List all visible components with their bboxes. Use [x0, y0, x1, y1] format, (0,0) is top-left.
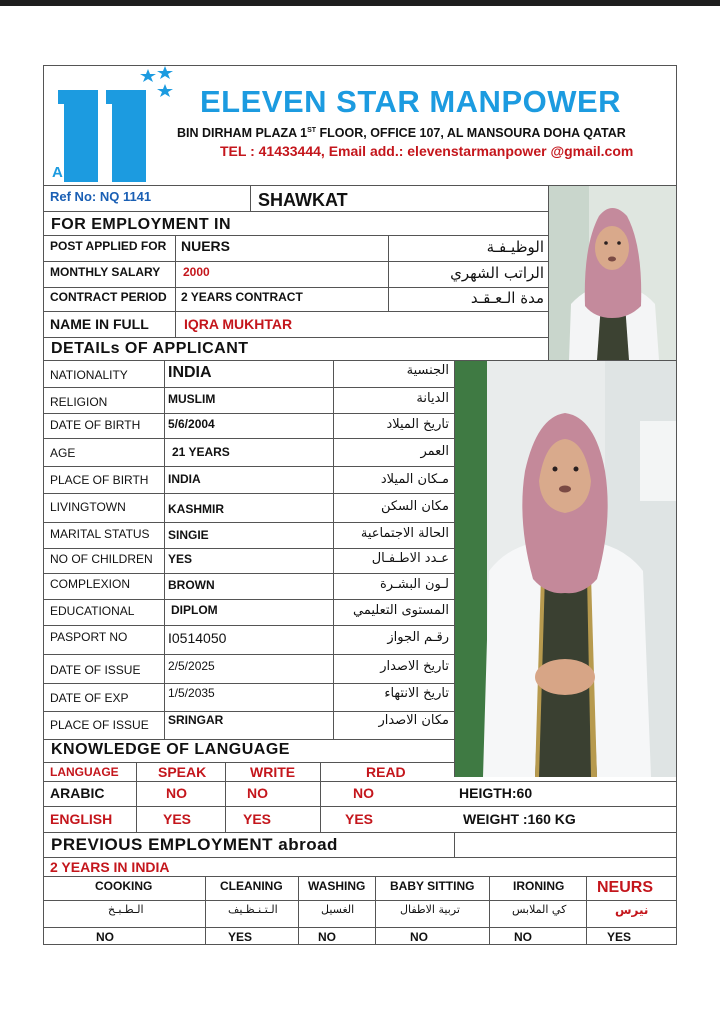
skill-washing-value: NO [318, 930, 336, 944]
top-edge-bar [0, 0, 720, 6]
skill-cleaning-value: YES [228, 930, 253, 944]
contract-period-arabic: مدة الـعـقـد [470, 289, 544, 307]
speak-header: SPEAK [158, 764, 207, 780]
complexion-arabic: لـون البشـرة [379, 577, 449, 592]
english-read-value: YES [345, 811, 374, 827]
date-of-issue-arabic: تاريخ الاصدار [380, 659, 449, 674]
logo-letter: A [52, 164, 63, 181]
livingtown-label: LIVINGTOWN [50, 500, 126, 514]
date-of-exp-value: 1/5/2035 [168, 686, 215, 700]
skill-neurs-arabic: نيرس [615, 903, 649, 917]
skill-cleaning-arabic: الـتـنـظـيف [228, 903, 278, 916]
language-section-title: KNOWLEDGE OF LANGUAGE [51, 741, 290, 758]
skill-ironing-value: NO [514, 930, 532, 944]
educational-arabic: المستوى التعليمي [353, 603, 449, 618]
company-name: ELEVEN STAR MANPOWER [200, 84, 622, 119]
english-speak-value: YES [163, 811, 192, 827]
post-applied-label: POST APPLIED FOR [50, 239, 167, 253]
write-header: WRITE [250, 764, 296, 780]
agent-name: SHAWKAT [258, 190, 348, 210]
place-of-birth-arabic: مـكان الميلاد [380, 472, 449, 487]
weight-value: WEIGHT :160 KG [463, 811, 576, 827]
livingtown-value: KASHMIR [168, 502, 224, 516]
arabic-speak-value: NO [166, 785, 187, 801]
date-of-birth-arabic: تاريخ الميلاد [386, 417, 449, 432]
post-applied-value: NUERS [181, 238, 231, 254]
marital-status-label: MARITAL STATUS [50, 527, 150, 541]
skill-cooking-value: NO [96, 930, 114, 944]
date-of-birth-value: 5/6/2004 [168, 417, 215, 431]
age-label: AGE [50, 446, 76, 460]
nationality-arabic: الجنسية [406, 363, 449, 378]
contract-period-label: CONTRACT PERIOD [50, 290, 167, 304]
arabic-read-value: NO [353, 785, 374, 801]
complexion-value: BROWN [168, 578, 215, 592]
livingtown-arabic: مكان السكن [380, 499, 449, 514]
full-name-value: IQRA MUKHTAR [184, 316, 293, 332]
skill-cleaning-label: CLEANING [220, 879, 283, 893]
monthly-salary-label: MONTHLY SALARY [50, 265, 161, 279]
skill-ironing-label: IRONING [513, 879, 565, 893]
passport-arabic: رقـم الجواز [387, 630, 449, 645]
skill-babysitting-label: BABY SITTING [390, 879, 475, 893]
educational-label: EDUCATIONAL [50, 604, 135, 618]
monthly-salary-arabic: الراتب الشهري [450, 264, 544, 282]
monthly-salary-value: 2000 [183, 265, 210, 279]
previous-employment-title: PREVIOUS EMPLOYMENT abroad [51, 835, 338, 854]
post-applied-arabic: الوظيـفـة [486, 238, 544, 256]
place-of-issue-arabic: مكان الاصدار [378, 713, 449, 728]
skill-babysitting-value: NO [410, 930, 428, 944]
age-arabic: العمر [420, 444, 449, 459]
passport-label: PASPORT NO [50, 630, 128, 644]
children-value: YES [168, 552, 193, 566]
arabic-language-label: ARABIC [50, 785, 105, 801]
english-language-label: ENGLISH [50, 811, 113, 827]
place-of-issue-label: PLACE OF ISSUE [50, 718, 149, 732]
nationality-label: NATIONALITY [50, 368, 128, 382]
language-header: LANGUAGE [50, 765, 119, 779]
date-of-issue-value: 2/5/2025 [168, 659, 215, 673]
employment-section-title: FOR EMPLOYMENT IN [51, 216, 232, 233]
skill-ironing-arabic: كي الملابس [512, 903, 567, 916]
contract-period-value: 2 YEARS CONTRACT [181, 290, 303, 304]
english-write-value: YES [243, 811, 272, 827]
previous-employment-detail: 2 YEARS IN INDIA [50, 859, 170, 875]
passport-value: I0514050 [168, 630, 227, 646]
educational-value: DIPLOM [171, 603, 218, 617]
place-of-birth-value: INDIA [168, 472, 201, 486]
company-contact: TEL : 41433444, Email add.: elevenstarmanpower @gmail.com [220, 143, 634, 159]
applicant-photo-large [455, 361, 676, 777]
full-name-label: NAME IN FULL [50, 316, 149, 332]
complexion-label: COMPLEXION [50, 577, 131, 591]
skill-neurs-label: NEURS [597, 879, 654, 896]
skill-cooking-label: COOKING [95, 879, 153, 893]
skill-neurs-value: YES [607, 930, 632, 944]
date-of-exp-label: DATE OF EXP [50, 691, 129, 705]
religion-label: RELIGION [50, 395, 108, 409]
details-section-title: DETAILs OF APPLICANT [51, 340, 249, 357]
children-arabic: عـدد الاطـفـال [371, 551, 449, 566]
age-value: 21 YEARS [172, 445, 230, 459]
religion-value: MUSLIM [168, 392, 216, 406]
applicant-photo-small [549, 186, 676, 360]
children-label: NO OF CHILDREN [50, 552, 153, 566]
company-address: BIN DIRHAM PLAZA 1ST FLOOR, OFFICE 107, AL MANSOURA DOHA QATAR [177, 126, 626, 140]
date-of-issue-label: DATE OF ISSUE [50, 663, 141, 677]
date-of-birth-label: DATE OF BIRTH [50, 418, 141, 432]
skill-babysitting-arabic: تربية الاطفال [400, 903, 460, 916]
place-of-birth-label: PLACE OF BIRTH [50, 473, 149, 487]
religion-arabic: الديانة [416, 391, 449, 406]
nationality-value: INDIA [168, 364, 212, 381]
marital-status-value: SINGIE [168, 528, 209, 542]
skill-cooking-arabic: الـطـبـخ [108, 903, 144, 916]
height-value: HEIGTH:60 [459, 785, 533, 801]
ref-number: Ref No: NQ 1141 [50, 189, 152, 204]
company-logo [50, 66, 180, 184]
read-header: READ [366, 764, 406, 780]
arabic-write-value: NO [247, 785, 268, 801]
place-of-issue-value: SRINGAR [168, 713, 224, 727]
skill-washing-label: WASHING [308, 879, 366, 893]
skill-washing-arabic: الغسيل [321, 903, 355, 916]
date-of-exp-arabic: تاريخ الانتهاء [384, 686, 449, 701]
marital-status-arabic: الحالة الاجتماعية [360, 526, 449, 541]
